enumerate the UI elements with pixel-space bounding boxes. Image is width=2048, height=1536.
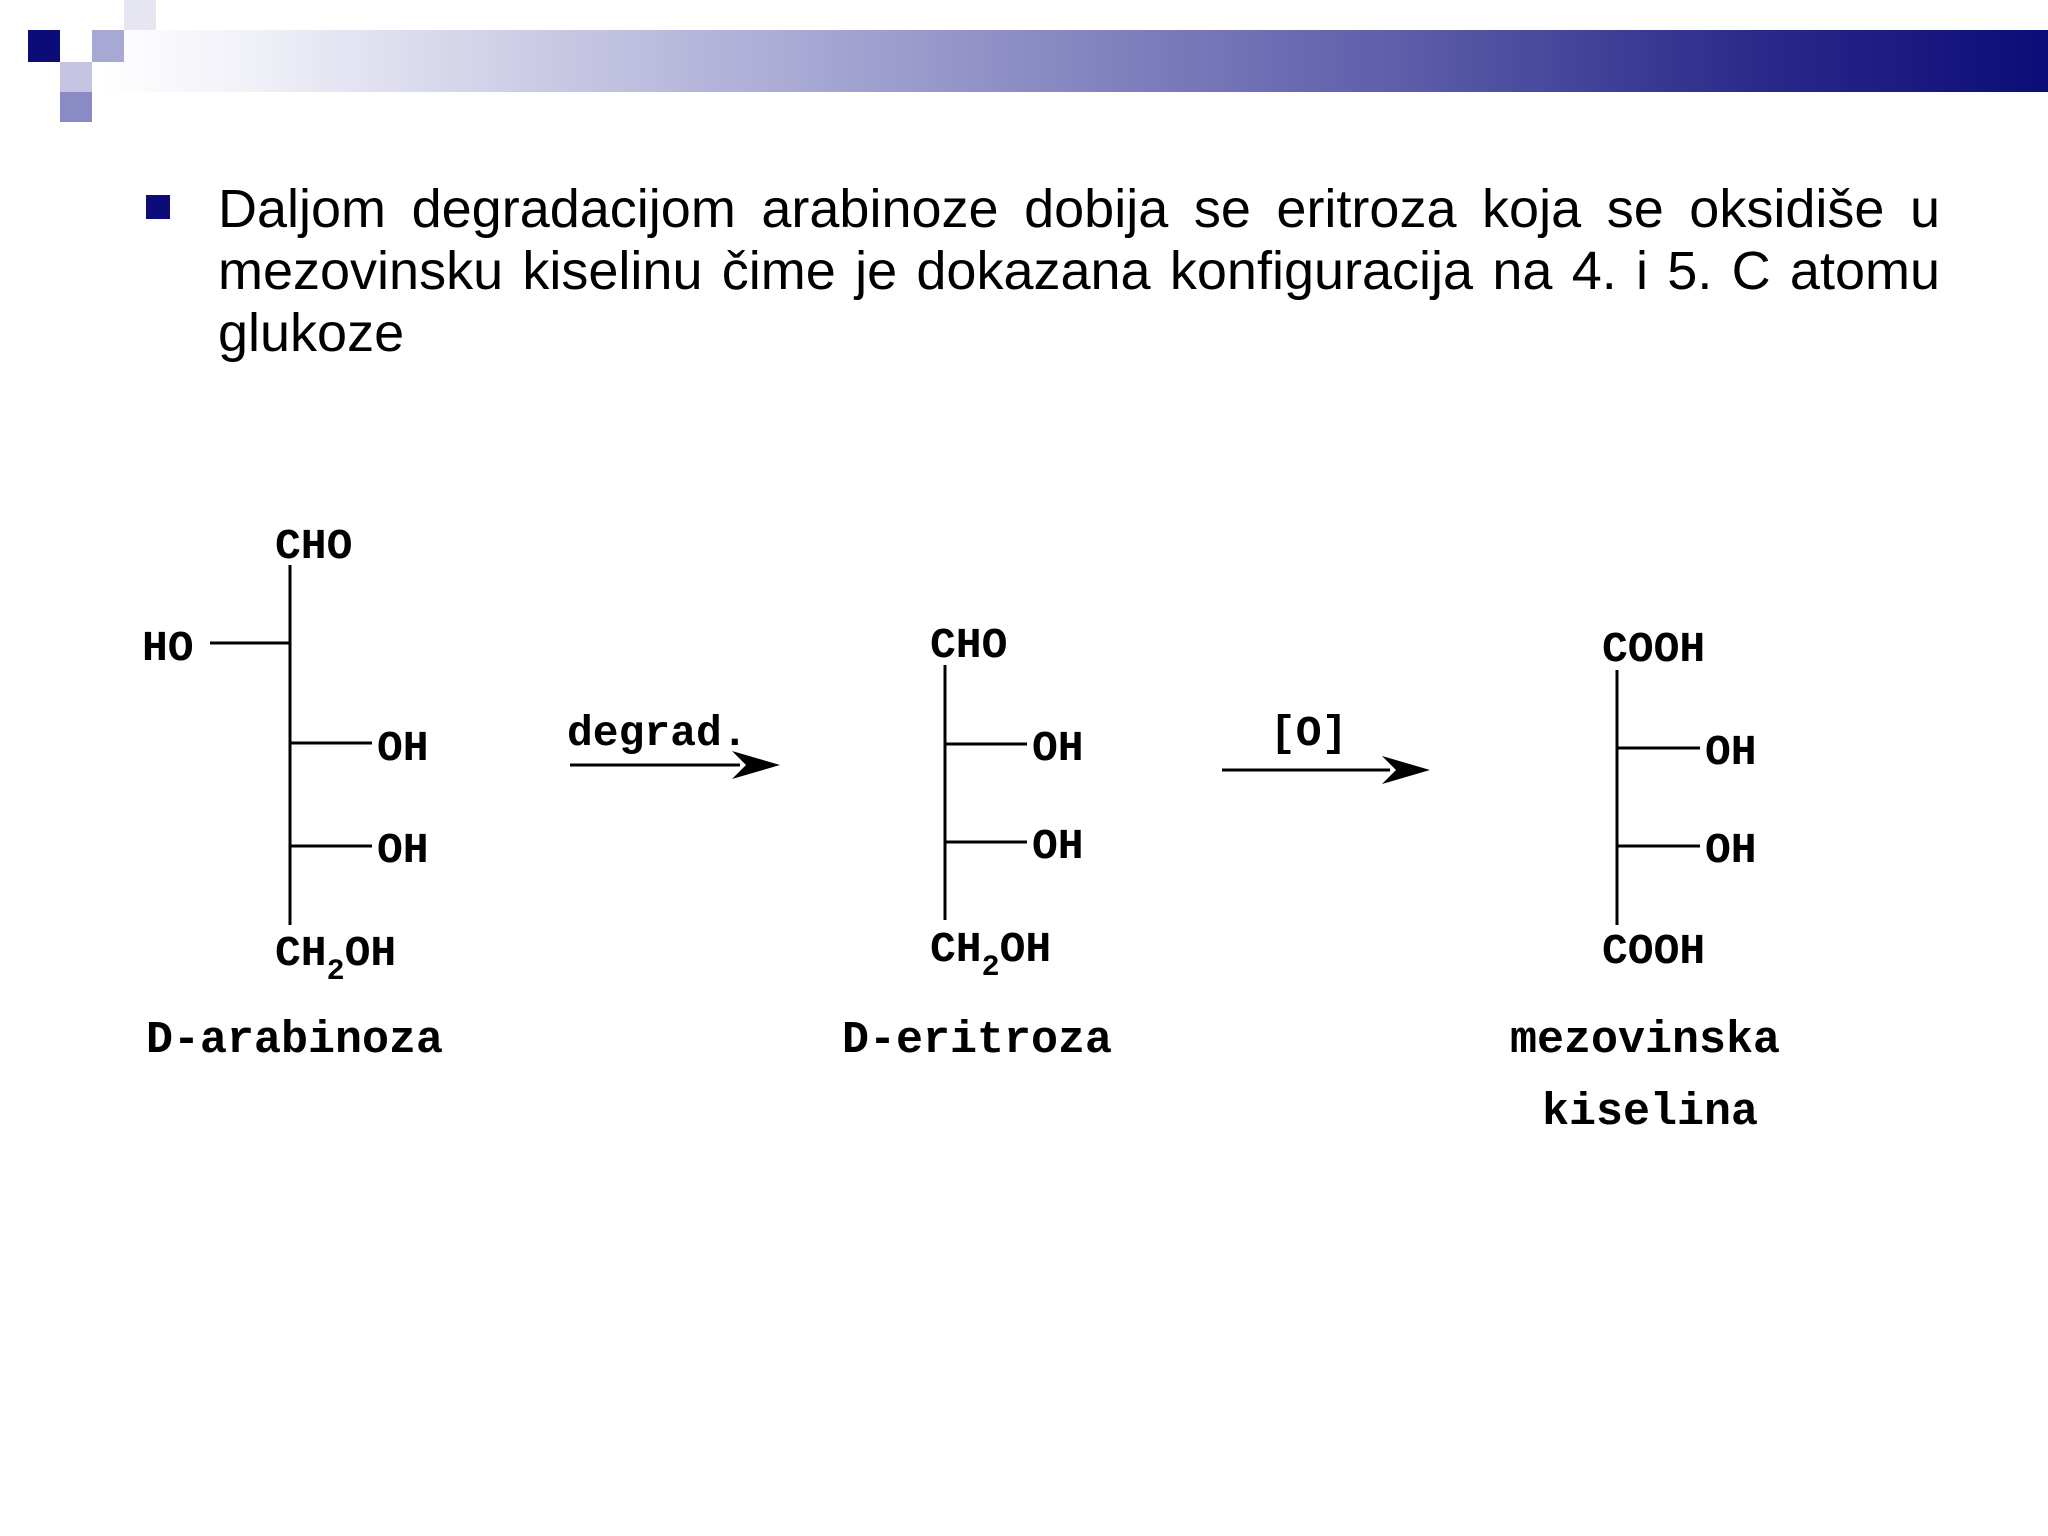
acid-bottom-group: COOH	[1602, 927, 1706, 976]
acid-oh-group-1: OH	[1705, 728, 1757, 777]
acid-name-line2: kiselina	[1542, 1087, 1759, 1138]
arabinose-oh-group-2: OH	[377, 826, 429, 875]
arabinose-bottom-group: CH2OH	[275, 929, 397, 989]
arabinose-oh-group-1: OH	[377, 724, 429, 773]
acid-top-group: COOH	[1602, 625, 1706, 674]
erythrose-oh-group-2: OH	[1032, 822, 1084, 871]
acid-oh-group-2: OH	[1705, 826, 1757, 875]
erythrose-name: D-eritroza	[842, 1015, 1113, 1066]
erythrose-top-group: CHO	[930, 621, 1008, 670]
arabinose-top-group: CHO	[275, 522, 353, 571]
arrow2-label: [O]	[1270, 709, 1348, 758]
arrow1-label: degrad.	[567, 709, 748, 758]
arabinose-name: D-arabinoza	[146, 1015, 444, 1066]
erythrose-bottom-group: CH2OH	[930, 925, 1052, 985]
erythrose-oh-group-1: OH	[1032, 724, 1084, 773]
acid-name-line1: mezovinska	[1510, 1015, 1781, 1066]
bullet-text: Daljom degradacijom arabinoze dobija se eritroza koja se oksidiše u mezovinsku kiselinu čime je dokazana konfiguracija na 4. i 5. C atomu glukoze	[218, 179, 1940, 363]
arabinose-ho-group: HO	[142, 624, 194, 673]
